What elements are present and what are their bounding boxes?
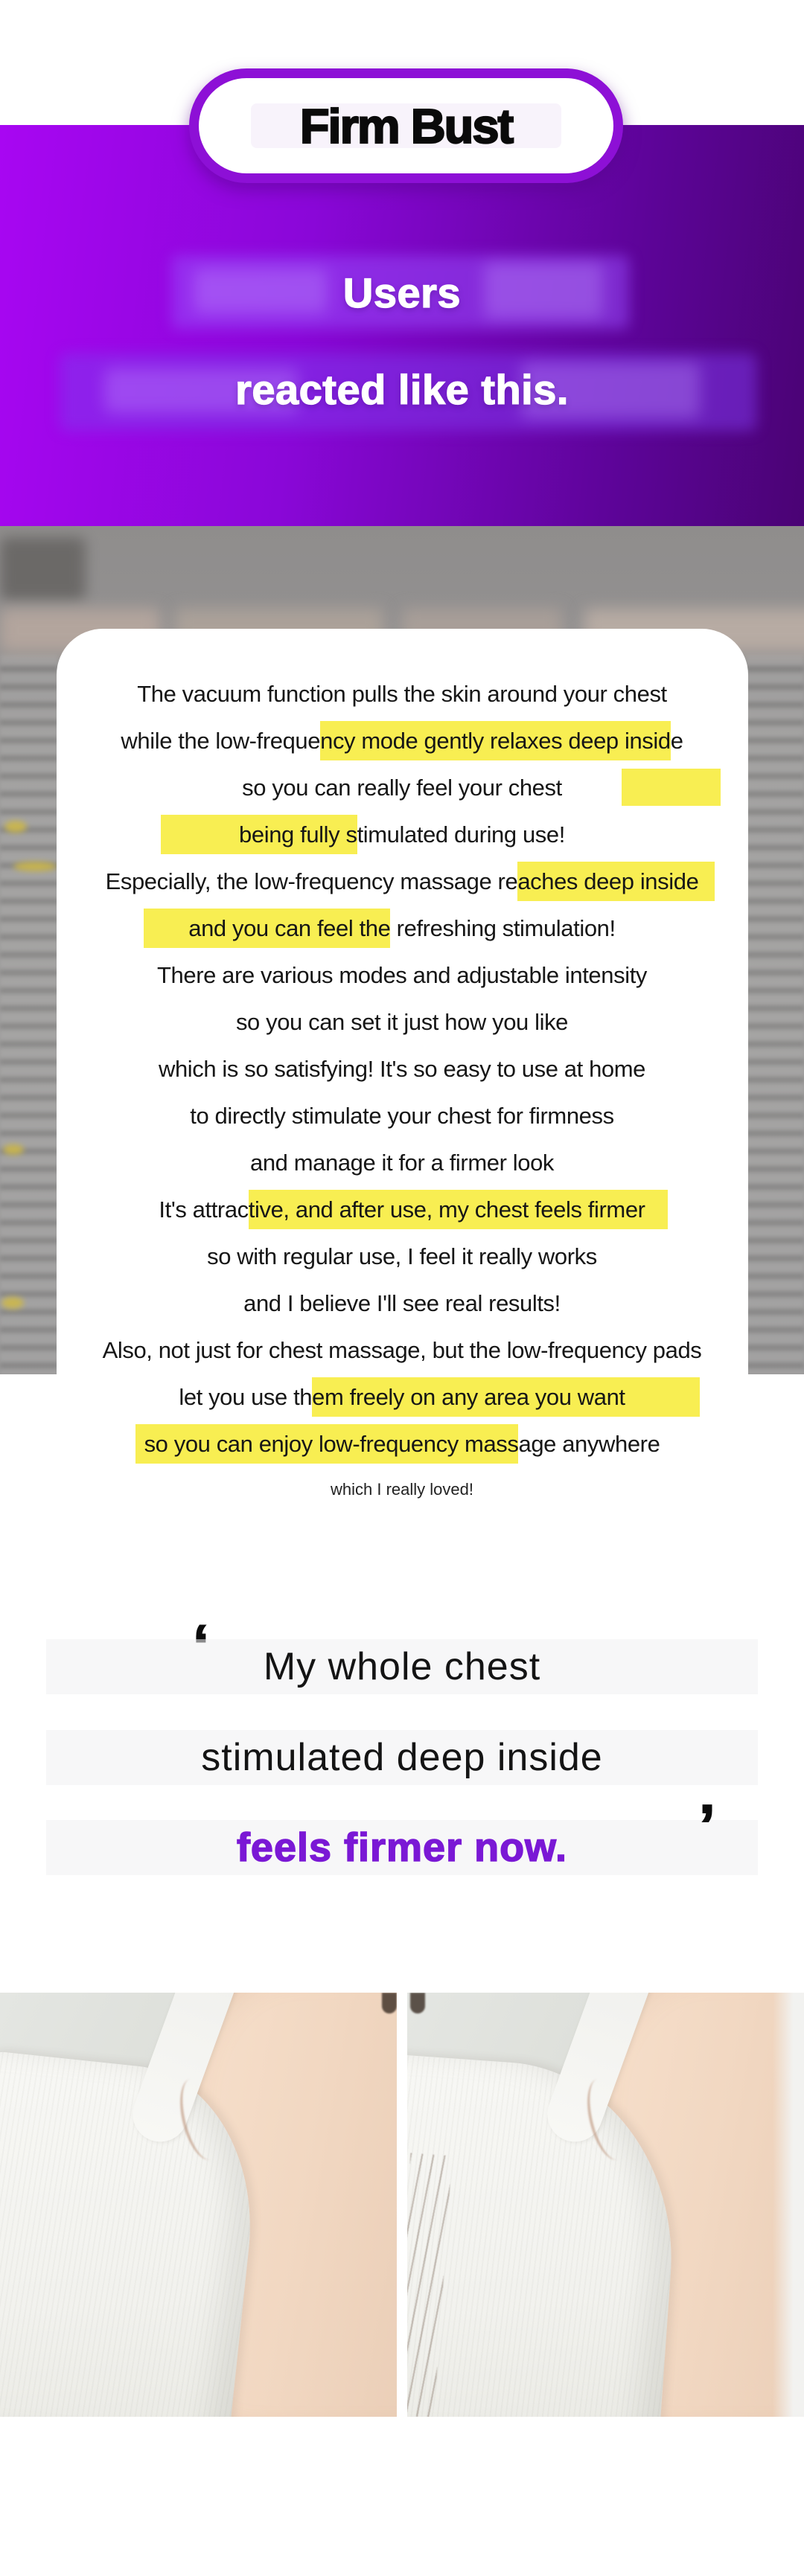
after-photo xyxy=(407,1993,804,2417)
review-footnote: which I really loved! xyxy=(331,1480,473,1499)
highlighted-text: and you can feel the xyxy=(144,909,390,948)
highlighted-text: em freely on any area you want xyxy=(312,1377,700,1417)
review-text-segment: to directly stimulate your chest for firmness xyxy=(190,1103,614,1129)
review-line xyxy=(0,1045,804,1092)
review-line xyxy=(0,999,804,1045)
review-text-segment: timulated during use! xyxy=(357,821,565,848)
review-text xyxy=(0,670,804,1467)
highlighted-text: aches deep inside xyxy=(517,862,715,901)
review-line xyxy=(0,1374,804,1420)
review-line xyxy=(0,1233,804,1280)
review-text-segment: let you use th xyxy=(179,1384,313,1410)
review-text-segment: while the low-freque xyxy=(121,728,321,754)
review-line xyxy=(0,1420,804,1467)
quote-line-1: My whole chest xyxy=(263,1645,541,1688)
review-text-segment: There are various modes and adjustable intensity xyxy=(156,962,648,988)
quote-line-3-band xyxy=(46,1820,758,1875)
review-line xyxy=(0,952,804,999)
hair-strands xyxy=(382,1993,397,2013)
highlighted-text: ncy mode gently relaxes deep insid xyxy=(320,721,671,760)
hero-line-users: Users xyxy=(342,269,462,316)
review-line xyxy=(0,1139,804,1186)
badge-label: Firm Bust xyxy=(299,98,513,153)
review-line xyxy=(0,905,804,952)
review-text-segment: and manage it for a firmer look xyxy=(249,1150,555,1176)
review-text-segment: It's attrac xyxy=(159,1196,249,1223)
firm-bust-badge xyxy=(189,68,623,183)
review-line xyxy=(0,1092,804,1139)
review-text-segment: Especially, the low-frequency massage re xyxy=(105,868,518,894)
hero-section xyxy=(0,125,804,526)
hero-line-reacted: reacted like this. xyxy=(235,366,569,413)
review-line xyxy=(0,717,804,764)
review-text-segment: which is so satisfying! It's so easy to use at home xyxy=(158,1056,646,1082)
review-text-segment: so you can really feel your chest xyxy=(242,775,562,801)
highlighted-text: tive, and after use, my chest feels firmer xyxy=(249,1190,668,1229)
quote-line-2-band xyxy=(46,1730,758,1785)
review-text-segment: refreshing stimulation! xyxy=(390,915,616,941)
quote-line-3: feels firmer now. xyxy=(236,1825,568,1870)
hair-strands xyxy=(410,1993,425,2013)
review-line xyxy=(0,670,804,717)
review-text-segment: so with regular use, I feel it really works xyxy=(207,1243,597,1269)
review-line xyxy=(0,811,804,858)
quote-line-2: stimulated deep inside xyxy=(201,1736,603,1779)
blurred-title-blob xyxy=(0,537,86,600)
review-line xyxy=(0,1186,804,1233)
review-text-segment: Also, not just for chest massage, but the low-frequency pads xyxy=(102,1337,702,1363)
close-quote-mark: ’ xyxy=(699,1792,715,1858)
review-text-segment: age anywhere xyxy=(518,1431,660,1457)
highlighted-text: being fully s xyxy=(161,815,357,854)
review-line xyxy=(0,1280,804,1327)
quote-line-1-band xyxy=(46,1639,758,1694)
highlighted-text: so you can enjoy low-frequency mass xyxy=(135,1424,519,1464)
review-line xyxy=(0,764,804,811)
review-text-segment: e xyxy=(670,728,683,754)
review-text-segment: The vacuum function pulls the skin around your chest xyxy=(137,681,667,707)
before-photo xyxy=(0,1993,397,2417)
highlight-block xyxy=(622,769,721,806)
review-line xyxy=(0,1327,804,1374)
review-text-segment: so you can set it just how you like xyxy=(235,1009,569,1035)
review-text-segment: and I believe I'll see real results! xyxy=(243,1290,561,1316)
background-light-band xyxy=(773,1993,804,2417)
review-line xyxy=(0,858,804,905)
